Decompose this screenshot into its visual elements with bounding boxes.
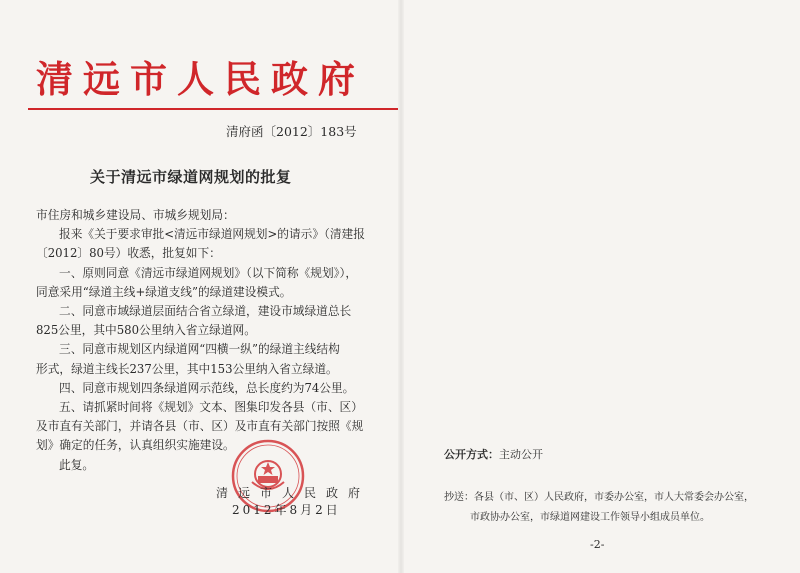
signature-organization: 清远市人民政府: [216, 486, 371, 500]
body-line: 五、请抓紧时间将《规划》文本、图集印发各县（市、区）: [59, 400, 363, 415]
document-number: 清府函〔2012〕183号: [226, 124, 357, 139]
signature-date: 2012年8月2日: [232, 503, 341, 517]
disclosure-value: 主动公开: [499, 448, 543, 461]
body-line: 825公里，其中580公里纳入省立绿道网。: [36, 323, 256, 338]
organization-header: 清远市人民政府: [36, 58, 365, 101]
body-line: 形式，绿道主线长237公里，其中153公里纳入省立绿道。: [36, 361, 338, 376]
body-line: 划》确定的任务，认真组织实施建设。: [36, 438, 235, 453]
body-line: 同意采用“绿道主线+绿道支线”的绿道建设模式。: [36, 284, 292, 299]
body-line: 三、同意市规划区内绿道网“四横一纵”的绿道主线结构: [59, 342, 340, 357]
cc-list-line-1: 抄送：各县（市、区）人民政府，市委办公室，市人大常委会办公室，: [444, 492, 754, 503]
body-line: 一、原则同意《清远市绿道网规划》（以下简称《规划》），: [59, 265, 358, 280]
body-line: 此复。: [59, 457, 95, 472]
red-divider: [28, 108, 398, 110]
body-line: 二、同意市域绿道层面结合省立绿道，建设市域绿道总长: [59, 304, 352, 319]
page-number: -2-: [590, 538, 605, 551]
body-line: 报来《关于要求审批<清远市绿道网规划>的请示》（清建报: [59, 227, 365, 242]
body-line: 〔2012〕80号）收悉，批复如下：: [36, 246, 221, 261]
cc-list-line-2: 市政协办公室，市绿道网建设工作领导小组成员单位。: [470, 512, 710, 523]
disclosure-method: [444, 446, 543, 462]
right-page: [404, 0, 800, 573]
addressee: 市住房和城乡建设局、市城乡规划局：: [36, 208, 235, 222]
body-line: 四、同意市规划四条绿道网示范线，总长度约为74公里。: [59, 380, 355, 395]
document-title: 关于清远市绿道网规划的批复: [90, 168, 292, 186]
disclosure-label: 公开方式：: [444, 448, 499, 461]
left-page: [0, 0, 398, 573]
document-body: [36, 206, 376, 475]
body-line: 及市直有关部门，并请各县（市、区）及市直有关部门按照《规: [36, 419, 364, 434]
